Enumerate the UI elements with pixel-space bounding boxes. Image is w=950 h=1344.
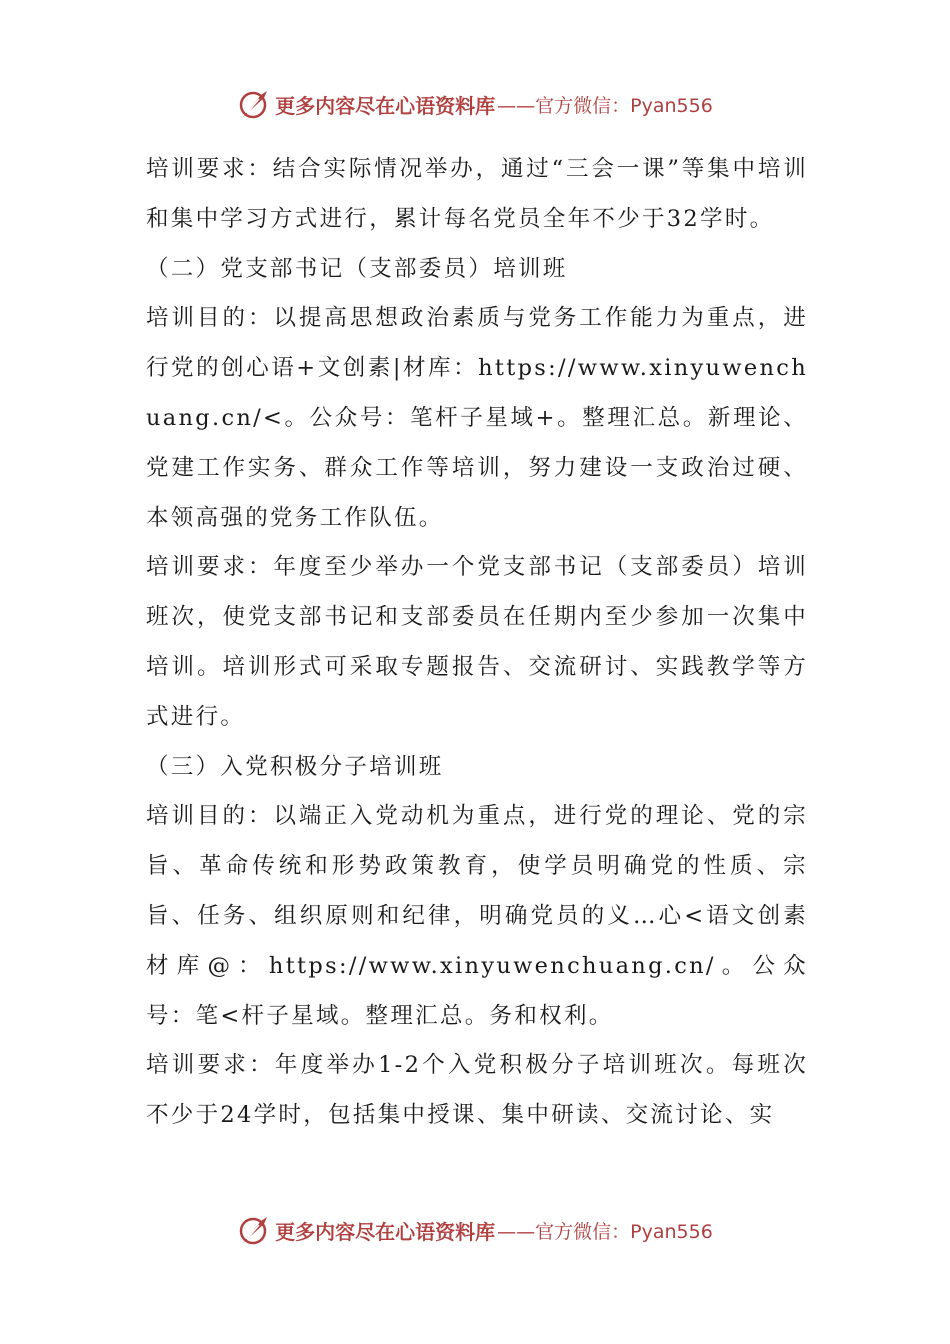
header-brand-text: 更多内容尽在心语资料库 <box>275 93 496 118</box>
quill-logo-icon <box>237 87 271 121</box>
document-body <box>146 145 808 1141</box>
header-banner <box>0 84 950 124</box>
footer-banner <box>0 1210 950 1250</box>
paragraph-training-requirement-3: 培训要求：年度举办1-2个入党积极分子培训班次。每班次不少于24学时，包括集中授课、集中研读、交流讨论、实 <box>146 1052 808 1129</box>
section-heading-branch-secretary: （二）党支部书记（支部委员）培训班 <box>146 255 568 282</box>
paragraph-training-requirement-1: 培训要求：结合实际情况举办，通过“三会一课”等集中培训和集中学习方式进行，累计每名党员全年不少于32学时。 <box>146 156 808 232</box>
quill-logo-icon <box>237 1213 271 1247</box>
header-contact-text: ——官方微信：Pyan556 <box>497 94 713 117</box>
paragraph-training-purpose-3: 培训目的：以端正入党动机为重点，进行党的理论、党的宗旨、革命传统和形势政策教育，使学员明确党的性质、宗旨、任务、组织原则和纪律，明确党员的义…心<语文创素材库@：https://www.xinyuwenchuang.cn/。公众号：笔<杆子星域。整理汇总。务和权利。 <box>146 803 808 1029</box>
footer-contact-text: ——官方微信：Pyan556 <box>497 1220 713 1243</box>
footer-brand-text: 更多内容尽在心语资料库 <box>275 1219 496 1244</box>
paragraph-training-requirement-2: 培训要求：年度至少举办一个党支部书记（支部委员）培训班次，使党支部书记和支部委员在任期内至少参加一次集中培训。培训形式可采取专题报告、交流研讨、实践教学等方式进行。 <box>146 554 808 730</box>
section-heading-activist-class: （三）入党积极分子培训班 <box>146 753 444 780</box>
paragraph-training-purpose-2: 培训目的：以提高思想政治素质与党务工作能力为重点，进行党的创心语+文创素|材库：https://www.xinyuwenchuang.cn/<。公众号：笔杆子星域+。整理汇总。新理论、党建工作实务、群众工作等培训，努力建设一支政治过硬、本领高强的党务工作队伍。 <box>146 305 808 531</box>
